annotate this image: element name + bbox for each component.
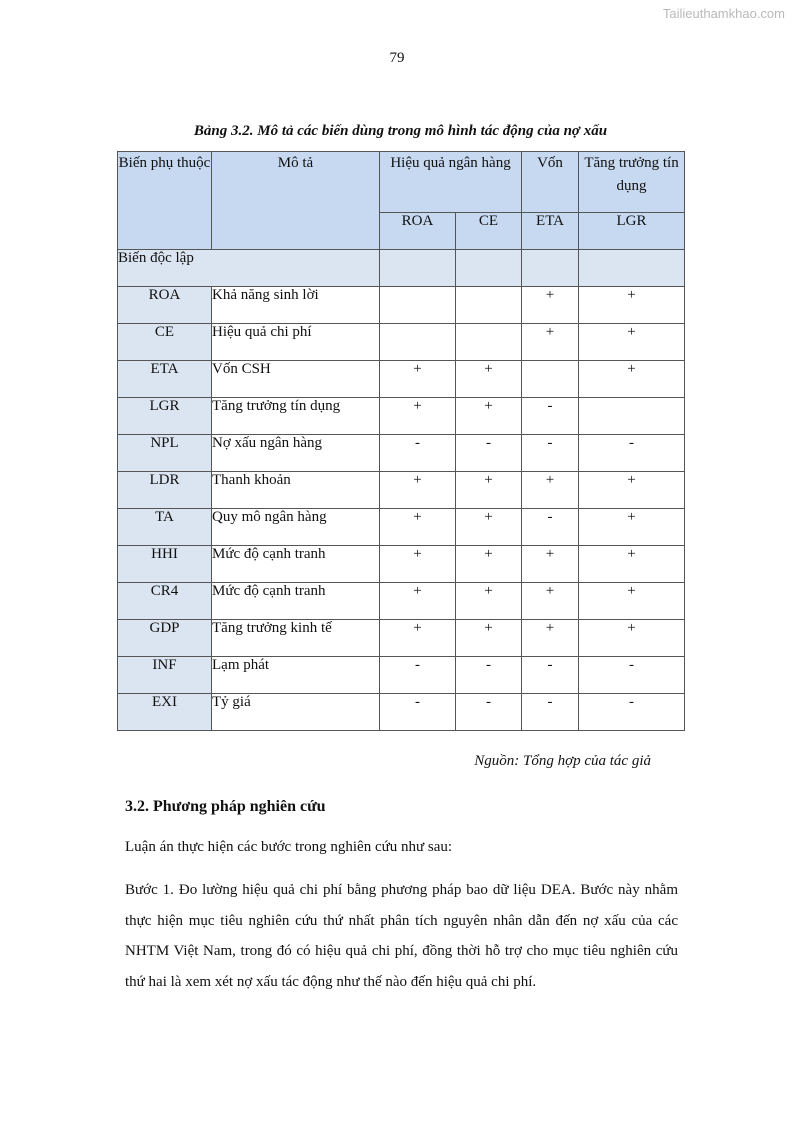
- independent-section-row: [118, 250, 685, 287]
- table-source: Nguồn: Tổng hợp của tác giả: [474, 753, 651, 769]
- section-heading: 3.2. Phương pháp nghiên cứu: [125, 798, 326, 815]
- variable-description: Lạm phát: [212, 657, 380, 694]
- sign-lgr: +: [579, 509, 685, 546]
- sign-roa: +: [380, 361, 456, 398]
- table-row: [118, 657, 685, 694]
- variable-code: LGR: [118, 398, 212, 435]
- sign-roa: +: [380, 546, 456, 583]
- variable-code: CE: [118, 324, 212, 361]
- variable-description: Hiệu quả chi phí: [212, 324, 380, 361]
- table-row: [118, 546, 685, 583]
- subheader-ce: CE: [456, 213, 522, 250]
- variable-code: ETA: [118, 361, 212, 398]
- sign-ce: -: [456, 694, 522, 731]
- sign-eta: +: [522, 287, 579, 324]
- sign-roa: +: [380, 509, 456, 546]
- sign-lgr: +: [579, 546, 685, 583]
- table-row: [118, 472, 685, 509]
- sign-ce: [456, 324, 522, 361]
- sign-roa: +: [380, 472, 456, 509]
- sign-ce: +: [456, 472, 522, 509]
- step-1-paragraph: Bước 1. Đo lường hiệu quả chi phí bằng phương pháp bao dữ liệu DEA. Bước này nhằm thực hiện mục tiêu nghiên cứu thứ nhất phân tích nguyên nhân dẫn đến nợ xấu của các NHTM Việt Nam, trong đó có hiệu quả chi phí, đồng thời hỗ trợ cho mục tiêu nghiên cứu thứ hai là xem xét nợ xấu tác động như thế nào đến hiệu quả chi phí.: [125, 882, 678, 990]
- sign-roa: -: [380, 657, 456, 694]
- sign-ce: +: [456, 620, 522, 657]
- header-capital: Vốn: [522, 152, 579, 213]
- variable-description: Quy mô ngân hàng: [212, 509, 380, 546]
- sign-roa: +: [380, 398, 456, 435]
- sign-ce: +: [456, 361, 522, 398]
- sign-roa: [380, 324, 456, 361]
- variable-code: TA: [118, 509, 212, 546]
- variable-description: Mức độ cạnh tranh: [212, 546, 380, 583]
- sign-lgr: +: [579, 583, 685, 620]
- sign-lgr: +: [579, 324, 685, 361]
- sign-lgr: -: [579, 657, 685, 694]
- independent-label: Biến độc lập: [118, 250, 380, 287]
- watermark: Tailieuthamkhao.com: [662, 6, 785, 21]
- sign-eta: -: [522, 398, 579, 435]
- sign-ce: -: [456, 657, 522, 694]
- subheader-lgr: LGR: [579, 213, 685, 250]
- table-row: [118, 398, 685, 435]
- variable-description: Tỷ giá: [212, 694, 380, 731]
- variable-code: LDR: [118, 472, 212, 509]
- variable-code: HHI: [118, 546, 212, 583]
- sign-roa: -: [380, 694, 456, 731]
- sign-eta: -: [522, 509, 579, 546]
- variable-code: INF: [118, 657, 212, 694]
- sign-lgr: -: [579, 694, 685, 731]
- variable-description: Mức độ cạnh tranh: [212, 583, 380, 620]
- table-row: [118, 361, 685, 398]
- sign-ce: +: [456, 583, 522, 620]
- table-row: [118, 435, 685, 472]
- header-bank-efficiency: Hiệu quả ngân hàng: [380, 152, 522, 213]
- sign-ce: -: [456, 435, 522, 472]
- variable-description: Khả năng sinh lời: [212, 287, 380, 324]
- sign-roa: [380, 287, 456, 324]
- sign-lgr: +: [579, 620, 685, 657]
- variable-code: GDP: [118, 620, 212, 657]
- sign-lgr: +: [579, 287, 685, 324]
- sign-lgr: +: [579, 361, 685, 398]
- sign-ce: [456, 287, 522, 324]
- table-row: [118, 287, 685, 324]
- sign-eta: +: [522, 620, 579, 657]
- sign-eta: -: [522, 435, 579, 472]
- variables-table: [117, 151, 685, 731]
- header-dependent: Biến phụ thuộc: [118, 152, 212, 250]
- sign-lgr: -: [579, 435, 685, 472]
- variable-description: Vốn CSH: [212, 361, 380, 398]
- subheader-eta: ETA: [522, 213, 579, 250]
- variable-description: Nợ xấu ngân hàng: [212, 435, 380, 472]
- sign-eta: -: [522, 694, 579, 731]
- sign-eta: +: [522, 324, 579, 361]
- sign-eta: -: [522, 657, 579, 694]
- header-description: Mô tả: [212, 152, 380, 250]
- variable-code: CR4: [118, 583, 212, 620]
- table-row: [118, 620, 685, 657]
- subheader-roa: ROA: [380, 213, 456, 250]
- sign-lgr: [579, 398, 685, 435]
- sign-roa: +: [380, 583, 456, 620]
- variable-code: ROA: [118, 287, 212, 324]
- variable-description: Tăng trưởng tín dụng: [212, 398, 380, 435]
- table-header-row: [118, 152, 685, 213]
- table-row: [118, 324, 685, 361]
- sign-ce: +: [456, 509, 522, 546]
- sign-eta: +: [522, 583, 579, 620]
- sign-ce: +: [456, 546, 522, 583]
- table-caption: Bảng 3.2. Mô tả các biến dùng trong mô hình tác động của nợ xấu: [193, 123, 608, 139]
- sign-roa: +: [380, 620, 456, 657]
- variable-description: Thanh khoản: [212, 472, 380, 509]
- intro-paragraph: Luận án thực hiện các bước trong nghiên cứu như sau:: [125, 839, 453, 855]
- sign-roa: -: [380, 435, 456, 472]
- variable-code: NPL: [118, 435, 212, 472]
- header-credit-growth: Tăng trưởng tín dụng: [579, 152, 685, 213]
- table-row: [118, 509, 685, 546]
- variable-code: EXI: [118, 694, 212, 731]
- table-row: [118, 694, 685, 731]
- table-row: [118, 583, 685, 620]
- variable-description: Tăng trưởng kinh tế: [212, 620, 380, 657]
- sign-eta: +: [522, 472, 579, 509]
- sign-ce: +: [456, 398, 522, 435]
- page-number: 79: [389, 50, 405, 66]
- sign-eta: [522, 361, 579, 398]
- sign-lgr: +: [579, 472, 685, 509]
- sign-eta: +: [522, 546, 579, 583]
